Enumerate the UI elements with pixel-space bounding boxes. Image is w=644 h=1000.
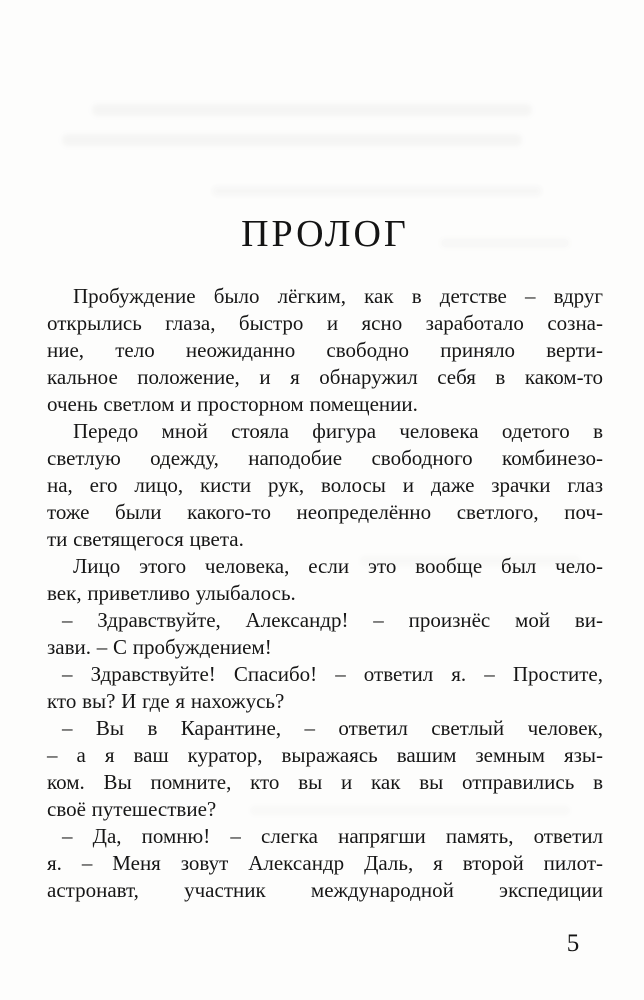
text-line: Пробуждение было лёгким, как в детстве – вдруг: [73, 284, 603, 308]
text-line: открылись глаза, быстро и ясно заработало созна-: [47, 311, 603, 335]
text-line: очень светлом и просторном помещении.: [47, 392, 418, 416]
text-line: тоже были какого-то неопределённо светлого, поч-: [47, 500, 603, 524]
paragraph: [47, 283, 603, 418]
text-line: своё путешествие?: [47, 797, 217, 821]
paragraph: [47, 823, 603, 904]
text-line: – Вы в Карантине, – ответил светлый человек,: [62, 716, 603, 740]
paragraph: [47, 418, 603, 553]
text-line: кто вы? И где я нахожусь?: [47, 689, 285, 713]
paragraph: [47, 661, 603, 715]
text-line: зави. – С пробуждением!: [47, 635, 272, 659]
text-line: ком. Вы помните, кто вы и как вы отправились в: [47, 770, 603, 794]
text-line: на, его лицо, кисти рук, волосы и даже зрачки глаз: [47, 473, 603, 497]
text-line: – Здравствуйте! Спасибо! – ответил я. – Простите,: [62, 662, 603, 686]
text-line: я. – Меня зовут Александр Даль, я второй пилот-: [47, 851, 603, 875]
text-line: светлую одежду, наподобие свободного комбинезо-: [47, 446, 603, 470]
text-line: Передо мной стояла фигура человека одетого в: [73, 419, 603, 443]
page-number: 5: [566, 930, 580, 957]
text-line: – а я ваш куратор, выражаясь вашим земным язы-: [47, 743, 603, 767]
text-line: век, приветливо улыбалось.: [47, 581, 296, 605]
chapter-title: ПРОЛОГ: [241, 213, 409, 255]
text-line: ти светящегося цвета.: [47, 527, 244, 551]
text-line: ние, тело неожиданно свободно приняло верти-: [47, 338, 603, 362]
text-line: – Здравствуйте, Александр! – произнёс мой ви-: [62, 608, 603, 632]
scan-artifact: [92, 104, 532, 116]
paragraph: [47, 715, 603, 823]
scan-artifact: [212, 186, 542, 196]
text-line: Лицо этого человека, если это вообще был чело-: [73, 554, 603, 578]
text-line: кальное положение, и я обнаружил себя в каком-то: [47, 365, 603, 389]
text-line: – Да, помню! – слегка напрягши память, ответил: [62, 824, 603, 848]
scan-artifact: [62, 134, 522, 146]
paragraph: [47, 607, 603, 661]
text-line: астронавт, участник международной экспедиции: [47, 878, 603, 902]
paragraph: [47, 553, 603, 607]
body-text: [47, 283, 603, 904]
